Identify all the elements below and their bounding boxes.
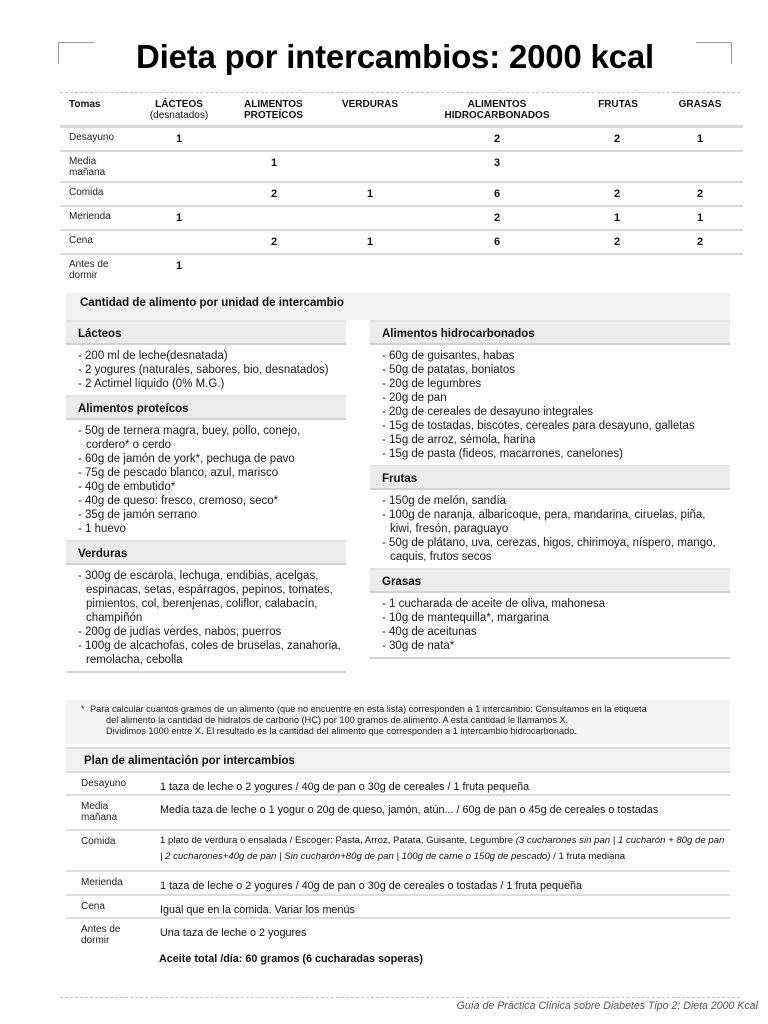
divider-top	[60, 92, 740, 93]
footnote-line: Para calcular cuantos gramos de un alimento (que no encuentre en esta lista) corresponden a 1 intercambio: Consultamos en la etiqueta	[90, 704, 647, 714]
food-item: - 40g de embutido*	[76, 480, 346, 494]
quantities-right-column	[370, 320, 730, 659]
plan-row	[66, 831, 730, 872]
quantities-heading: Cantidad de alimento por unidad de intercambio	[66, 293, 730, 320]
footnote-line: del alimento la cantidad de hidratos de carbono (HC) por 100 gramos de alimento. A esta cantidad le llamamos X.	[106, 715, 569, 725]
exchange-count-grasas: 2	[696, 236, 704, 248]
plan-meal-name: Comida	[81, 836, 116, 847]
header-frutas: FRUTAS	[598, 99, 638, 110]
food-item: - 2 Actimel líquido (0% M.G.)	[76, 377, 346, 391]
plan-meal-name: Cena	[81, 901, 105, 912]
plan-meal-description: Una taza de leche o 2 yogures	[160, 927, 307, 939]
intake-table-row	[60, 152, 743, 183]
exchange-count-lacteos: 1	[175, 260, 183, 272]
meal-name: Cena	[69, 235, 93, 246]
food-list	[66, 565, 346, 673]
food-item: - 50g de patatas, boniatos	[380, 363, 730, 377]
plan-row	[66, 896, 730, 919]
oil-total: Aceite total /día: 60 gramos (6 cucharadas soperas)	[159, 953, 424, 965]
food-item: - 300g de escarola, lechuga, endibias, acelgas, espinacas, setas, espárragos, pepinos, tomates, pimientos, col, berenjenas, coliflor, calabacín, champiñón	[76, 569, 346, 625]
exchange-count-hidrocarbonados: 3	[493, 157, 501, 169]
food-item: - 40g de queso: fresco, cremoso, seco*	[76, 494, 346, 508]
header-hidrocarbonados: ALIMENTOS HIDROCARBONADOS	[444, 99, 550, 121]
plan-meal-name: Merienda	[81, 877, 123, 888]
header-grasas: GRASAS	[678, 99, 722, 110]
divider-bottom	[60, 997, 740, 998]
plan-row	[66, 872, 730, 896]
exchange-count-verduras: 1	[366, 236, 374, 248]
food-item: - 20g de pan	[380, 391, 730, 405]
meal-name: Desayuno	[69, 132, 115, 143]
footer-caption: Guía de Práctica Clínica sobre Diabetes Tipo 2: Dieta 2000 Kcal	[456, 1000, 758, 1012]
food-item: - 2 yogures (naturales, sabores, bio, desnatados)	[76, 363, 346, 377]
exchange-count-grasas: 1	[696, 133, 704, 145]
plan-row	[66, 796, 730, 831]
footnote	[66, 700, 730, 744]
exchange-count-hidrocarbonados: 2	[493, 212, 501, 224]
exchange-count-frutas: 2	[613, 188, 621, 200]
exchange-count-grasas: 2	[696, 188, 704, 200]
header-tomas: Tomas	[69, 99, 101, 110]
meal-name: Comida	[69, 187, 104, 198]
food-item: - 10g de mantequilla*, margarina	[380, 611, 730, 625]
intake-table-row	[60, 231, 743, 255]
food-item: - 15g de tostadas, biscotes, cereales para desayuno, galletas	[380, 419, 730, 433]
food-item: - 1 huevo	[76, 522, 346, 536]
exchange-count-lacteos: 1	[175, 212, 183, 224]
header-proteicos: ALIMENTOS PROTEÍCOS	[244, 99, 303, 121]
intake-table-row	[60, 255, 743, 285]
meal-name: Media mañana	[69, 156, 106, 178]
food-item: - 1 cucharada de aceite de oliva, mahonesa	[380, 597, 730, 611]
header-lacteos: LÁCTEOS (desnatados)	[149, 99, 209, 121]
food-item: - 75g de pescado blanco, azul, marisco	[76, 466, 346, 480]
plan-meal-name: Antes de dormir	[81, 924, 121, 946]
food-item: - 60g de jamón de york*, pechuga de pavo	[76, 452, 346, 466]
plan-row	[66, 773, 730, 796]
food-item: - 15g de arroz, sémola, harina	[380, 433, 730, 447]
exchange-count-frutas: 2	[613, 133, 621, 145]
food-item: - 50g de plátano, uva, cerezas, higos, chirimoya, níspero, mango, caquis, frutos secos	[380, 536, 730, 564]
food-item: - 100g de naranja, albaricoque, pera, mandarina, ciruelas, piña, kiwi, fresón, paraguayo	[380, 508, 730, 536]
exchange-count-verduras: 1	[366, 188, 374, 200]
food-item: - 200g de judías verdes, nabos, puerros	[76, 625, 346, 639]
exchange-count-hidrocarbonados: 6	[493, 236, 501, 248]
footnote-star: *	[81, 704, 85, 714]
section-heading: Alimentos hidrocarbonados	[370, 320, 730, 345]
footnote-line: Dividimos 1000 entre X. El resultado es la cantidad del alimento que corresponden a 1 intercambio hidrocarbonado.	[106, 726, 577, 736]
header-verduras: VERDURAS	[341, 99, 399, 110]
food-item: - 200 ml de leche(desnatada)	[76, 349, 346, 363]
plan-meal-name: Desayuno	[81, 778, 127, 789]
plan-heading: Plan de alimentación por intercambios	[66, 747, 730, 773]
exchange-count-lacteos: 1	[175, 133, 183, 145]
section-heading: Alimentos proteícos	[66, 395, 346, 420]
exchange-count-proteicos: 1	[270, 157, 278, 169]
plan-meal-description: Igual que en la comida. Variar los menús	[160, 904, 355, 916]
food-list	[370, 490, 730, 568]
plan-meal-description: 1 plato de verdura o ensalada / Escoger: Pasta, Arroz, Patata, Guisante, Legumbre (3 cucharones sin pan | 1 cucharón + 80g de pan | 2 cucharones+40g de pan | Sin cucharón+80g de pan | 100g de carne o 150g de pescado) / 1 fruta mediana	[160, 835, 725, 862]
food-list	[66, 345, 346, 395]
exchange-count-hidrocarbonados: 6	[493, 188, 501, 200]
section-heading: Verduras	[66, 540, 346, 565]
food-item: - 150g de melón, sandía	[380, 494, 730, 508]
plan-meal-name: Media mañana	[81, 801, 118, 823]
intake-table-header	[60, 97, 743, 128]
food-item: - 40g de aceitunas	[380, 625, 730, 639]
section-heading: Grasas	[370, 568, 730, 593]
exchange-count-frutas: 1	[613, 212, 621, 224]
page-title: Dieta por intercambios: 2000 kcal	[136, 38, 654, 75]
section-heading: Lácteos	[66, 320, 346, 345]
quantities-left-column	[66, 320, 346, 673]
food-list	[370, 345, 730, 465]
plan-meal-description: 1 taza de leche o 2 yogures / 40g de pan o 30g de cereales / 1 fruta pequeña	[160, 781, 530, 793]
food-item: - 20g de legumbres	[380, 377, 730, 391]
plan-meal-description: Media taza de leche o 1 yogur o 20g de queso, jamón, atún... / 60g de pan o 45g de cereales o tostadas	[160, 804, 659, 816]
intake-table	[60, 97, 743, 285]
exchange-count-proteicos: 2	[270, 236, 278, 248]
meal-name: Merienda	[69, 211, 111, 222]
food-item: - 100g de alcachofas, coles de bruselas, zanahoria, remolacha, cebolla	[76, 639, 346, 667]
food-list	[66, 420, 346, 540]
intake-table-row	[60, 183, 743, 207]
exchange-count-hidrocarbonados: 2	[493, 133, 501, 145]
food-item: - 20g de cereales de desayuno integrales	[380, 405, 730, 419]
food-item: - 30g de nata*	[380, 639, 730, 653]
section-heading: Frutas	[370, 465, 730, 490]
exchange-count-frutas: 2	[613, 236, 621, 248]
food-item: - 15g de pasta (fideos, macarrones, canelones)	[380, 447, 730, 461]
exchange-count-grasas: 1	[696, 212, 704, 224]
exchange-count-proteicos: 2	[270, 188, 278, 200]
plan-row	[66, 919, 730, 949]
food-item: - 50g de ternera magra, buey, pollo, conejo, cordero* o cerdo	[76, 424, 346, 452]
intake-table-row	[60, 207, 743, 231]
food-item: - 60g de guisantes, habas	[380, 349, 730, 363]
food-list	[370, 593, 730, 659]
intake-table-row	[60, 128, 743, 152]
plan-meal-description: 1 taza de leche o 2 yogures / 40g de pan o 30g de cereales o tostadas / 1 fruta pequeña	[160, 880, 582, 892]
meal-name: Antes de dormir	[69, 259, 109, 281]
food-item: - 35g de jamón serrano	[76, 508, 346, 522]
